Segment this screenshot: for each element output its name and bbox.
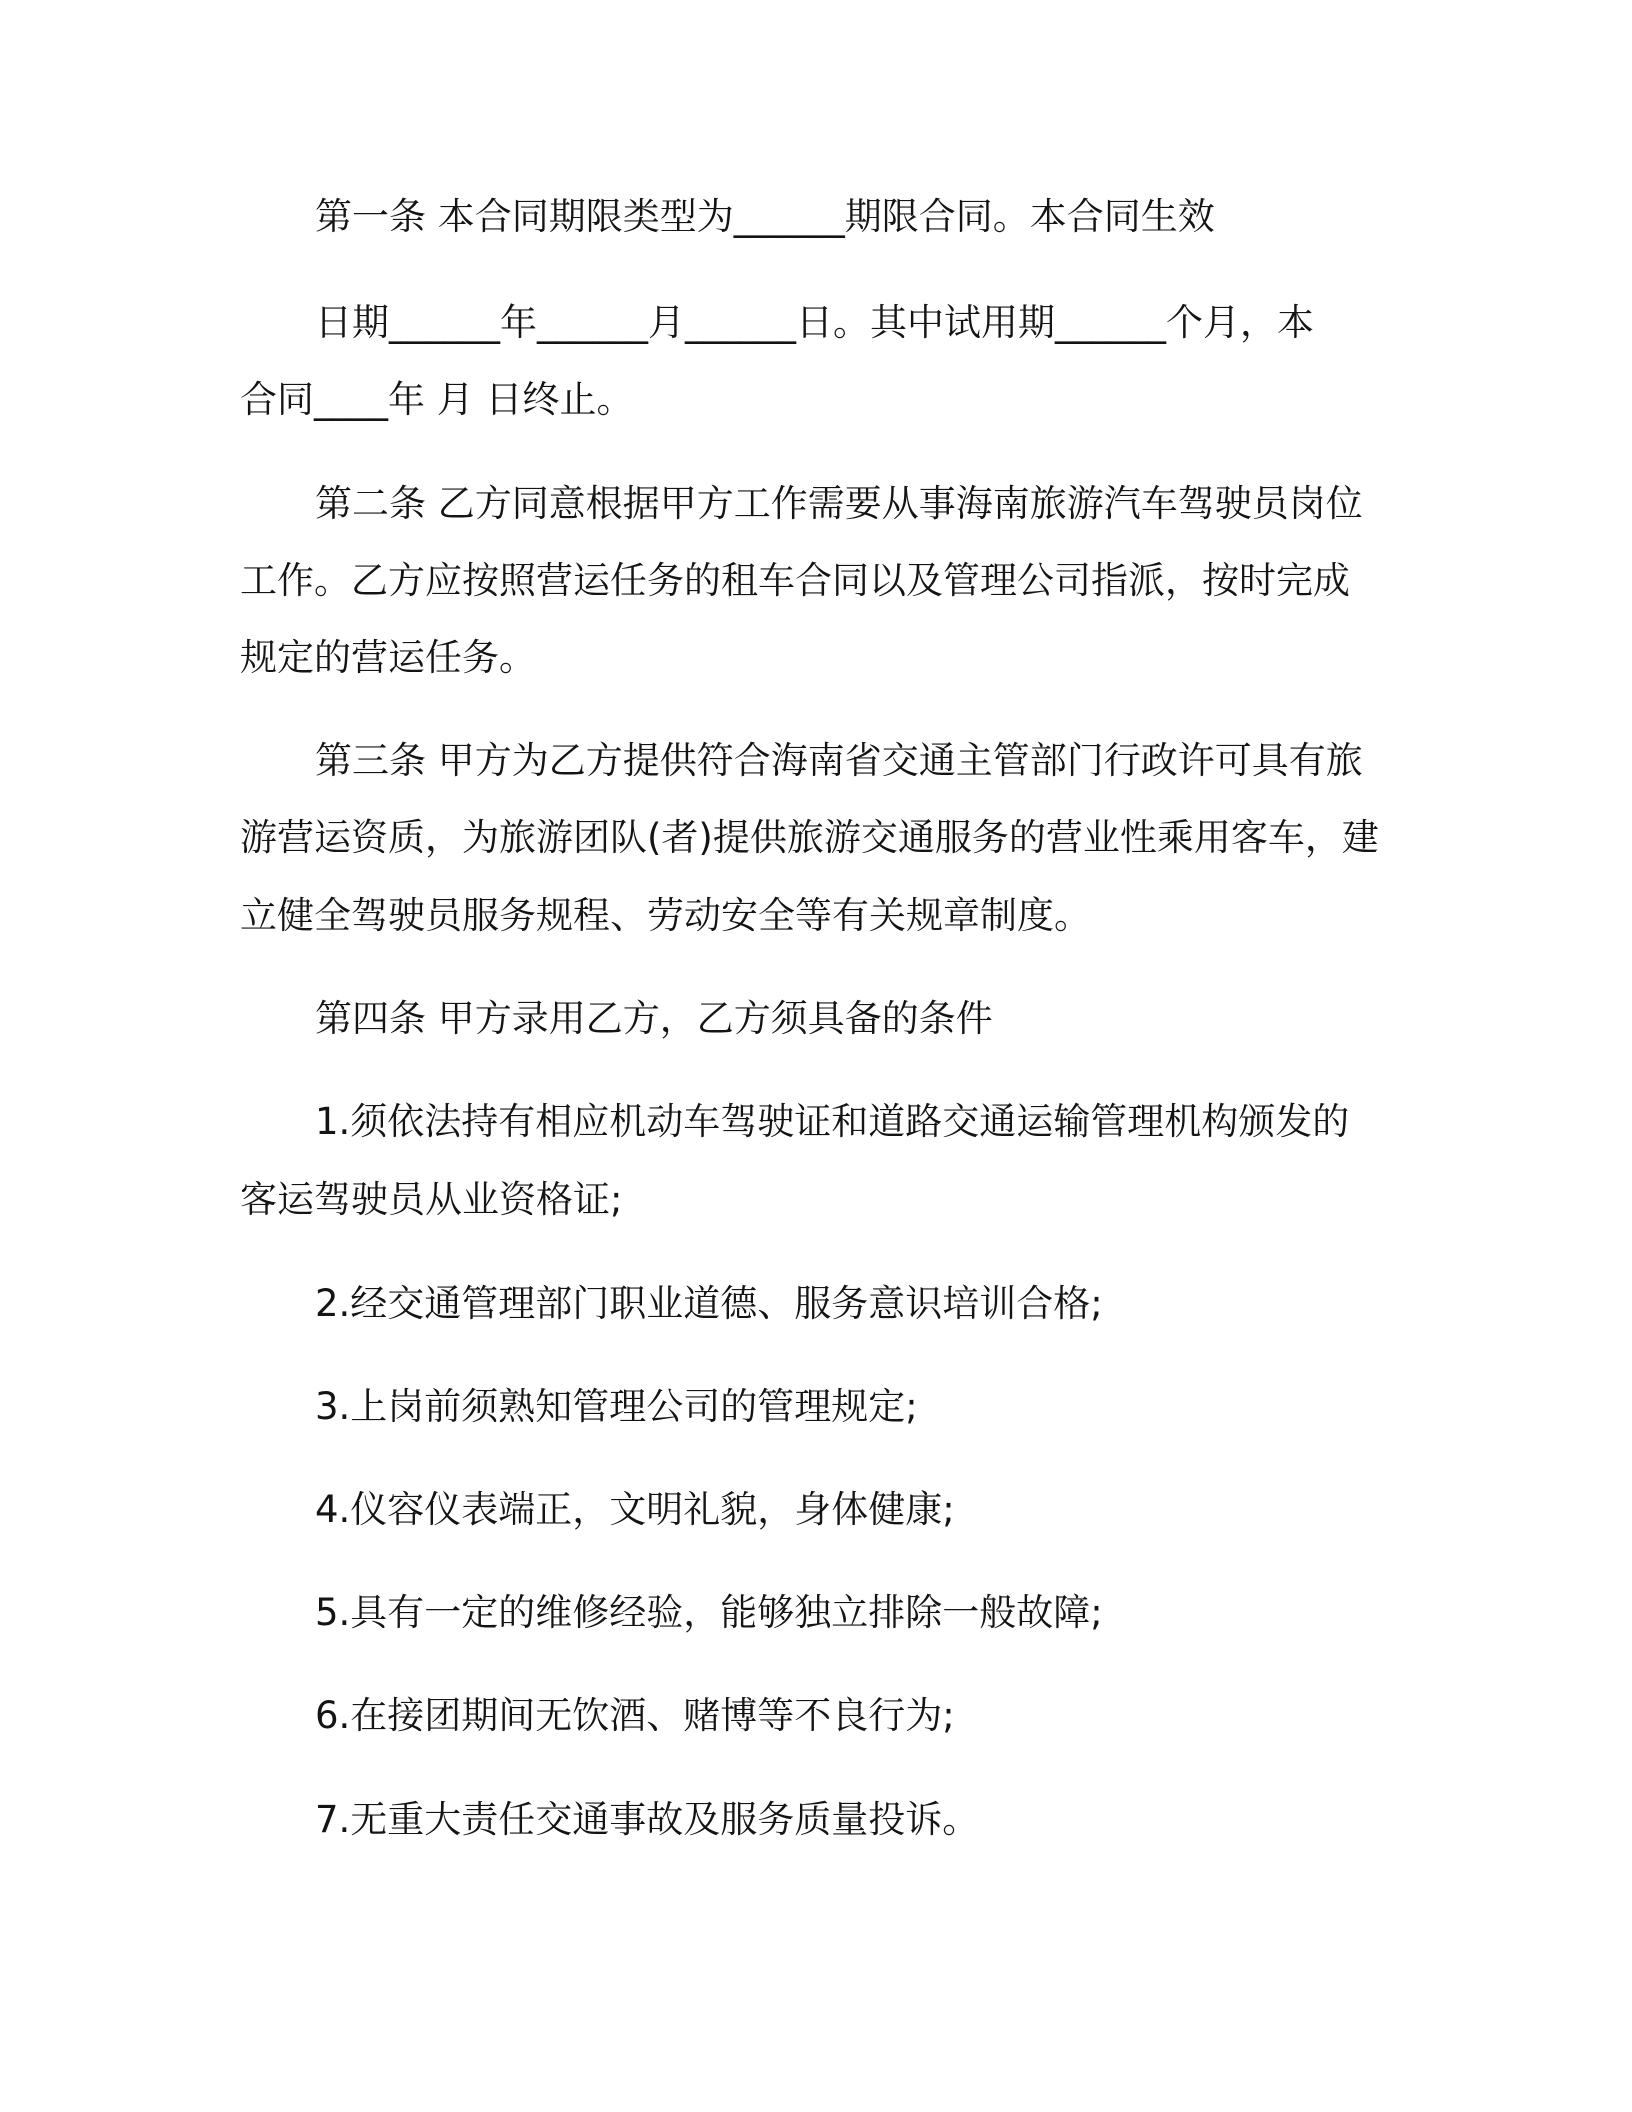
article-4-item-2: 2.经交通管理部门职业道德、服务意识培训合格;: [315, 1282, 1103, 1325]
article-4-item-7: 7.无重大责任交通事故及服务质量投诉。: [315, 1798, 980, 1841]
article-2-line-2: 工作。乙方应按照营运任务的租车合同以及管理公司指派，按时完成: [240, 559, 1350, 602]
article-2-line-3: 规定的营运任务。: [240, 636, 536, 679]
article-4-item-1-line-1: 1.须依法持有相应机动车驾驶证和道路交通运输管理机构颁发的: [315, 1100, 1350, 1143]
article-4-item-6: 6.在接团期间无饮酒、赌博等不良行为;: [315, 1694, 955, 1737]
article-2-line-1: 第二条 乙方同意根据甲方工作需要从事海南旅游汽车驾驶员岗位: [315, 482, 1363, 525]
article-1-line-1: 第一条 本合同期限类型为______期限合同。本合同生效: [315, 195, 1215, 238]
article-4-item-3: 3.上岗前须熟知管理公司的管理规定;: [315, 1385, 918, 1428]
article-4-item-1-line-2: 客运驾驶员从业资格证;: [240, 1178, 623, 1221]
article-1-line-3: 合同____年 月 日终止。: [240, 378, 634, 421]
article-3-line-1: 第三条 甲方为乙方提供符合海南省交通主管部门行政许可具有旅: [315, 739, 1363, 782]
article-1-line-2: 日期______年______月______日。其中试用期______个月，本: [315, 301, 1314, 344]
article-3-line-3: 立健全驾驶员服务规程、劳动安全等有关规章制度。: [240, 894, 1091, 937]
article-4-heading: 第四条 甲方录用乙方，乙方须具备的条件: [315, 997, 993, 1040]
article-4-item-4: 4.仪容仪表端正，文明礼貌，身体健康;: [315, 1488, 955, 1531]
article-3-line-2: 游营运资质，为旅游团队(者)提供旅游交通服务的营业性乘用客车，建: [240, 816, 1379, 859]
article-4-item-5: 5.具有一定的维修经验，能够独立排除一般故障;: [315, 1591, 1103, 1634]
